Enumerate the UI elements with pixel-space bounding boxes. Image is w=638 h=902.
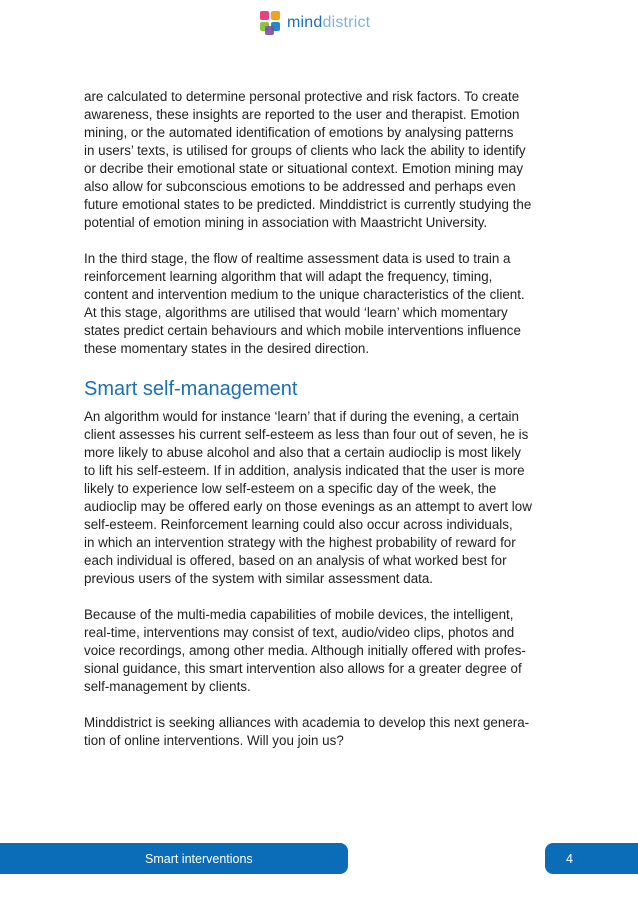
paragraph-third-stage: In the third stage, the flow of realtime assessment data is used to train a reinforcement learning algorithm that will adapt the frequency, timing, content and intervention medium to the unique characteristics of the client. At this stage, algorithms are utilised that would ‘learn’ which momentary states predict certain behaviours and which mobile interventions influence these momentary states in the desired direction. xyxy=(84,251,525,356)
paragraph-emotion-mining: are calculated to determine personal protective and risk factors. To create awareness, these insights are reported to the user and therapist. Emotion mining, or the automated identification of emotions by analysing patterns in users’ texts, is utilised for groups of clients who lack the ability to identify or decribe their emotional state or situational context. Emotion mining may also allow for subconscious emotions to be addressed and perhaps even future emotional states to be predicted. Minddistrict is currently studying the potential of emotion mining in association with Maastricht University. xyxy=(84,89,532,230)
page-number: 4 xyxy=(566,851,573,866)
paragraph-algorithm-example: An algorithm would for instance ‘learn’ that if during the evening, a certain client assesses his current self-esteem as less than four out of seven, he is more likely to abuse alcohol and also that a certain audioclip is most likely to lift his self-esteem. If in addition, analysis indicated that the user is more likely to experience low self-esteem on a specific day of the week, the audioclip may be offered early on those evenings as an attempt to avert low self-esteem. Reinforcement learning could also occur across individuals, in which an intervention strategy with the highest probability of reward for each individual is offered, based on an analysis of what worked best for previous users of the system with similar assessment data. xyxy=(84,409,532,586)
section-heading: Smart self-management xyxy=(84,378,298,400)
minddistrict-logo xyxy=(259,8,370,38)
minddistrict-logo-icon xyxy=(259,10,281,36)
paragraph-multimedia: Because of the multi-media capabilities of mobile devices, the intelligent, real-time, interventions may consist of text, audio/video clips, photos and voice recordings, among other media. Although initially offered with profes- sional guidance, this smart intervention also allows for a greater degree of self-management by clients. xyxy=(84,607,526,694)
logo-wordmark xyxy=(287,15,370,31)
footer-title: Smart interventions xyxy=(145,851,253,866)
logo-text-mind: mind xyxy=(287,14,323,31)
paragraph-call-to-action: Minddistrict is seeking alliances with academia to develop this next genera- tion of online interventions. Will you join us? xyxy=(84,715,530,748)
footer-page-tab xyxy=(545,843,638,874)
footer-title-bar xyxy=(0,843,348,874)
logo-text-district: district xyxy=(322,14,371,31)
page-content xyxy=(84,88,562,768)
